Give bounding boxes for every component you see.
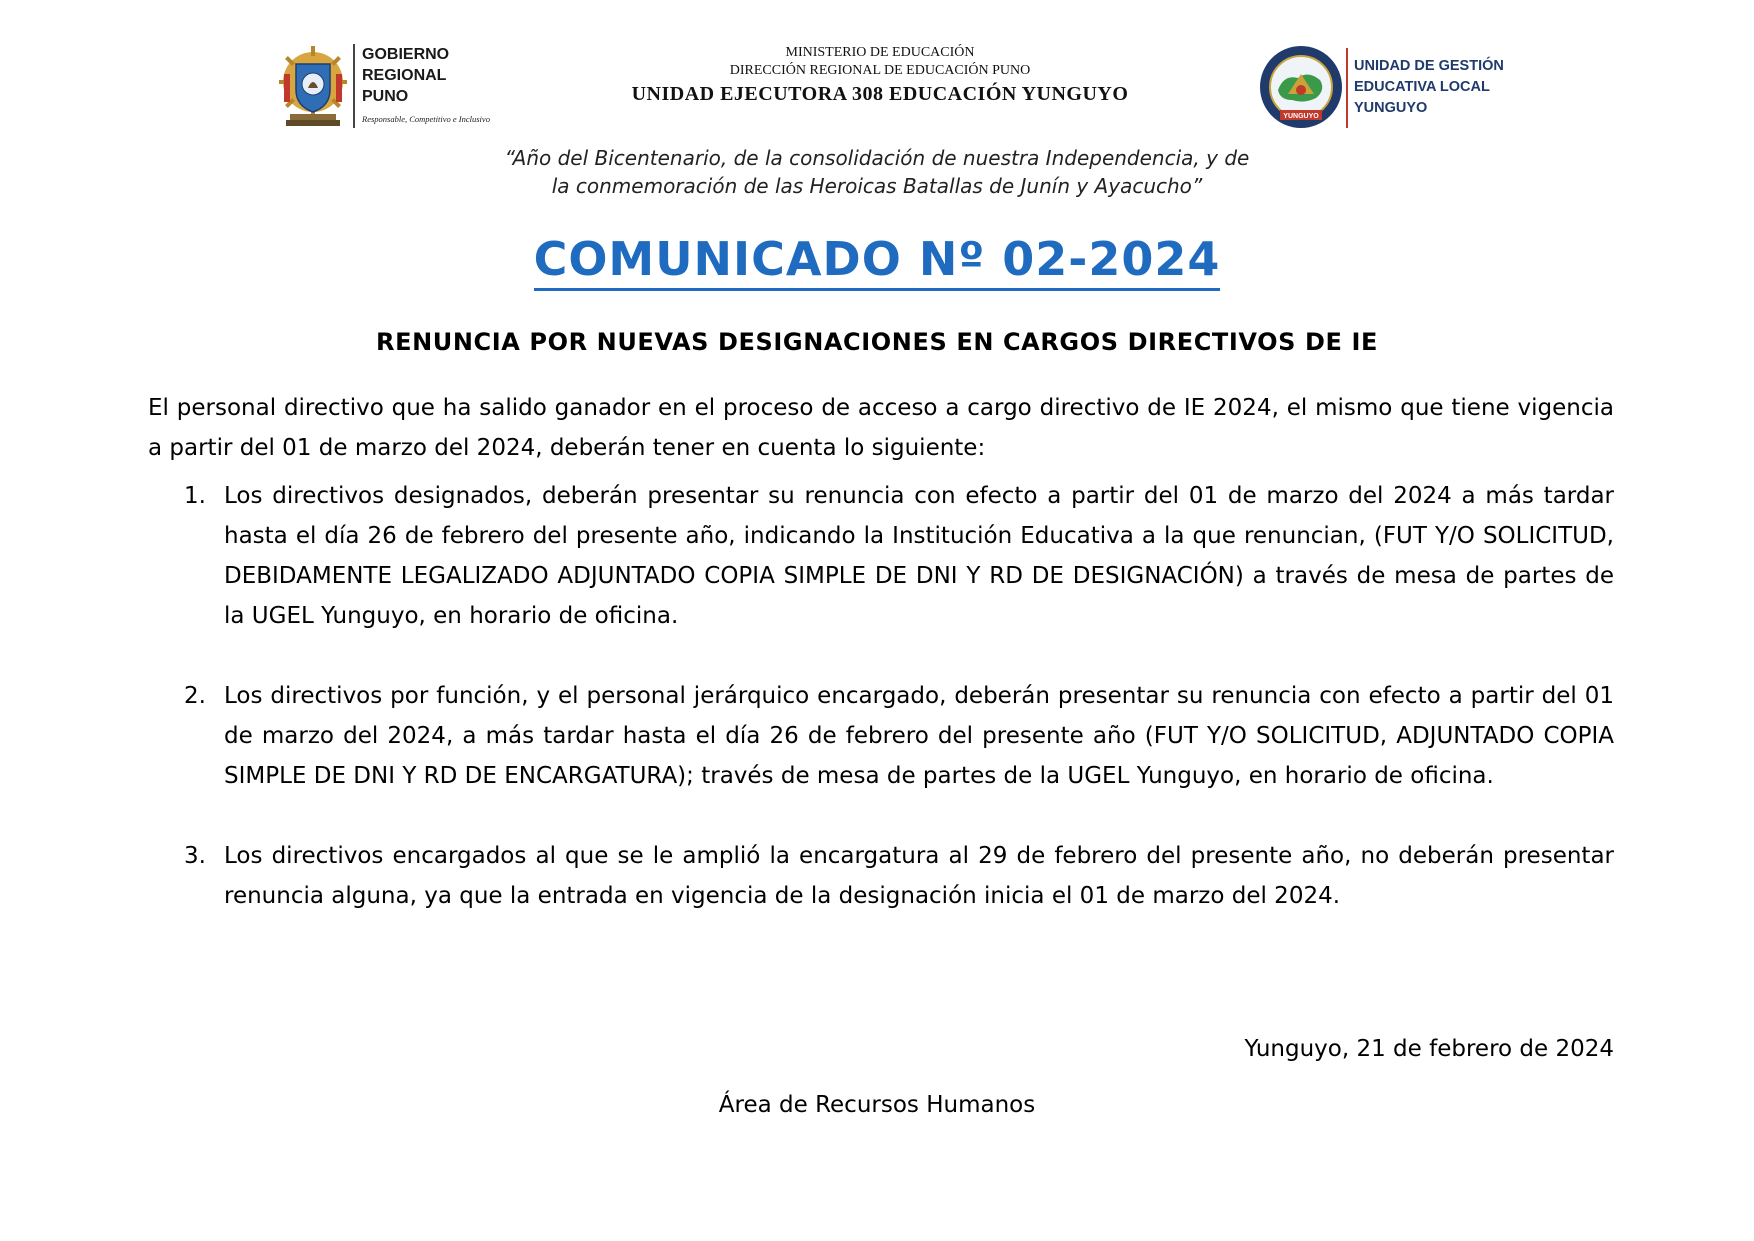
ugel-line-1: UNIDAD DE GESTIÓN [1354, 58, 1504, 74]
ugel-line-3: YUNGUYO [1354, 100, 1428, 116]
document-header [0, 0, 1754, 140]
motto-line-2: la conmemoración de las Heroicas Batallas de Junín y Ayacucho” [551, 174, 1203, 198]
list-item-number: 3. [184, 843, 206, 869]
gr-line-2: REGIONAL [362, 67, 447, 84]
institution-heading [560, 44, 1200, 108]
ugel-name [1354, 56, 1504, 119]
list-item-number: 1. [184, 483, 206, 509]
gobierno-regional-name [362, 44, 449, 107]
document-subtitle: RENUNCIA POR NUEVAS DESIGNACIONES EN CARGOS DIRECTIVOS DE IE [376, 328, 1378, 356]
communique-title: COMUNICADO Nº 02-2024 [534, 232, 1221, 291]
list-item-text: Los directivos designados, deberán presentar su renuncia con efecto a partir del 01 de marzo del 2024 a más tardar hasta el día 26 de febrero del presente año, indicando la Institución Educativa a la que renuncian, (FUT Y/O SOLICITUD, DEBIDAMENTE LEGALIZADO ADJUNTADO COPIA SIMPLE DE DNI Y RD DE DESIGNACIÓN) a través de mesa de partes de la UGEL Yunguyo, en horario de oficina. [224, 483, 1614, 629]
list-item [148, 836, 1614, 916]
ugel-yunguyo-logo [1258, 44, 1518, 134]
place-and-date: Yunguyo, 21 de febrero de 2024 [1244, 1036, 1614, 1062]
instructions-list [148, 476, 1614, 916]
ministry-name: MINISTERIO DE EDUCACIÓN [785, 45, 975, 60]
logo-divider [353, 44, 355, 128]
motto-line-1: “Año del Bicentenario, de la consolidación de nuestra Independencia, y de [504, 146, 1250, 170]
year-motto [300, 144, 1454, 200]
gr-slogan: Responsable, Competitivo e Inclusivo [362, 114, 490, 124]
gr-line-3: PUNO [362, 88, 409, 105]
logo-divider [1346, 48, 1348, 128]
list-item [148, 476, 1614, 636]
ugel-line-2: EDUCATIVA LOCAL [1354, 79, 1490, 95]
gr-line-1: GOBIERNO [362, 46, 450, 63]
executing-unit-name: UNIDAD EJECUTORA 308 EDUCACIÓN YUNGUYO [631, 83, 1129, 105]
intro-paragraph: El personal directivo que ha salido ganador en el proceso de acceso a cargo directivo de IE 2024, el mismo que tiene vigencia a partir del 01 de marzo del 2024, deberán tener en cuenta lo siguiente: [148, 395, 1614, 461]
ugel-emblem-icon [1258, 44, 1344, 130]
list-item [148, 676, 1614, 796]
issuing-area: Área de Recursos Humanos [718, 1092, 1036, 1118]
list-item-text: Los directivos encargados al que se le amplió la encargatura al 29 de febrero del presente año, no deberán presentar renuncia alguna, ya que la entrada en vigencia de la designación inicia el 01 de marzo del 2024. [224, 843, 1614, 909]
list-item-text: Los directivos por función, y el personal jerárquico encargado, deberán presentar su renuncia con efecto a partir del 01 de marzo del 2024, a más tardar hasta el día 26 de febrero del presente año (FUT Y/O SOLICITUD, ADJUNTADO COPIA SIMPLE DE DNI Y RD DE ENCARGATURA); través de mesa de partes de la UGEL Yunguyo, en horario de oficina. [224, 683, 1614, 789]
list-item-number: 2. [184, 683, 206, 709]
document-title [0, 232, 1754, 291]
regional-direction-name: DIRECCIÓN REGIONAL DE EDUCACIÓN PUNO [729, 63, 1031, 78]
gobierno-regional-puno-logo [276, 40, 516, 132]
document-body [148, 388, 1614, 956]
regional-coat-of-arms-icon [276, 40, 350, 130]
ugel-emblem-caption: YUNGUYO [1283, 113, 1319, 120]
